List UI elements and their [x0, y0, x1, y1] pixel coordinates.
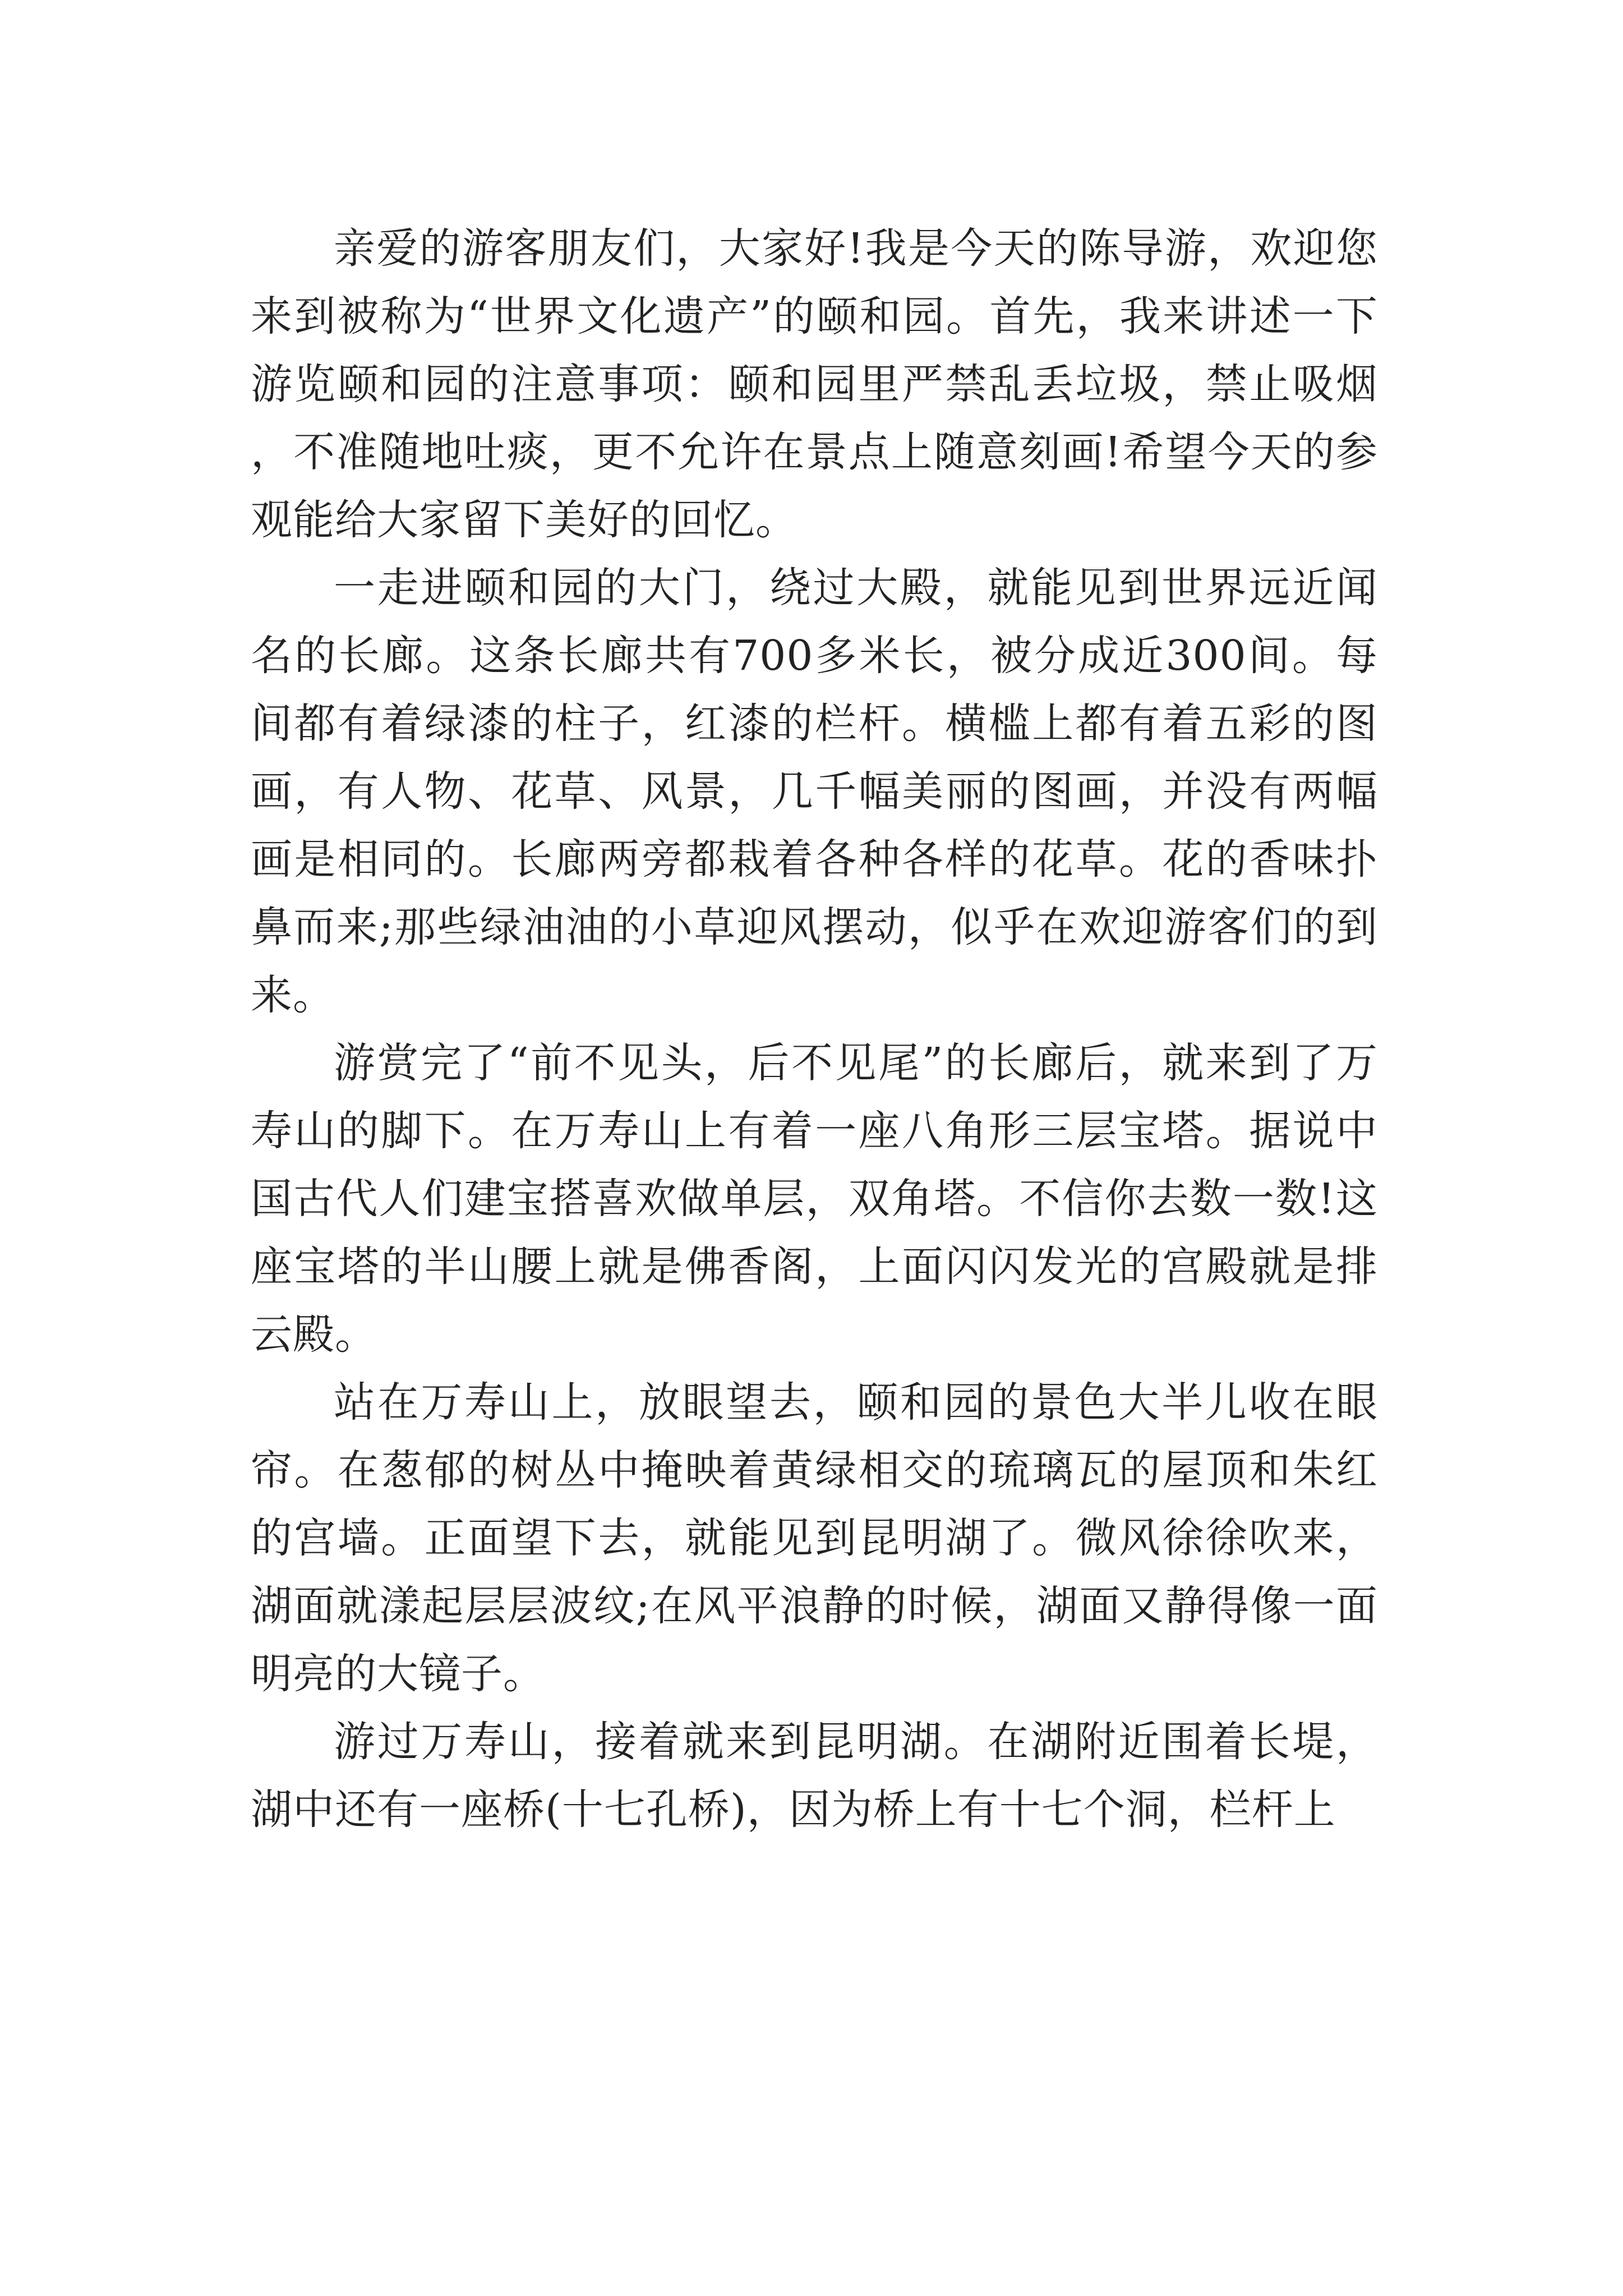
paragraph-intro-greeting: 亲爱的游客朋友们，大家好!我是今天的陈导游，欢迎您来到被称为“世界文化遗产”的颐和园。首先，我来讲述一下游览颐和园的注意事项：颐和园里严禁乱丢垃圾，禁止吸烟，不准随地吐痰，更不允许在景点上随意刻画!希望今天的参观能给大家留下美好的回忆。 [251, 224, 1378, 544]
paragraph-kunming-lake: 游过万寿山，接着就来到昆明湖。在湖附近围着长堤，湖中还有一座桥(十七孔桥)，因为桥上有十七个洞，栏杆上 [251, 1718, 1378, 1834]
paragraph-long-corridor: 一走进颐和园的大门，绕过大殿，就能见到世界远近闻名的长廊。这条长廊共有700多米长，被分成近300间。每间都有着绿漆的柱子，红漆的栏杆。横槛上都有着五彩的图画，有人物、花草、风景，几千幅美丽的图画，并没有两幅画是相同的。长廊两旁都栽着各种各样的花草。花的香味扑鼻而来;那些绿油油的小草迎风摆动，似乎在欢迎游客们的到来。 [251, 564, 1378, 1019]
paragraph-longevity-hill: 游赏完了“前不见头，后不见尾”的长廊后，就来到了万寿山的脚下。在万寿山上有着一座八角形三层宝塔。据说中国古代人们建宝搭喜欢做单层，双角塔。不信你去数一数!这座宝塔的半山腰上就是佛香阁，上面闪闪发光的宫殿就是排云殿。 [251, 1039, 1378, 1359]
paragraph-view-from-hill: 站在万寿山上，放眼望去，颐和园的景色大半儿收在眼帘。在葱郁的树丛中掩映着黄绿相交的琉璃瓦的屋顶和朱红的宫墙。正面望下去，就能见到昆明湖了。微风徐徐吹来，湖面就漾起层层波纹;在风平浪静的时候，湖面又静得像一面明亮的大镜子。 [251, 1378, 1378, 1698]
document-body [251, 215, 1378, 1844]
